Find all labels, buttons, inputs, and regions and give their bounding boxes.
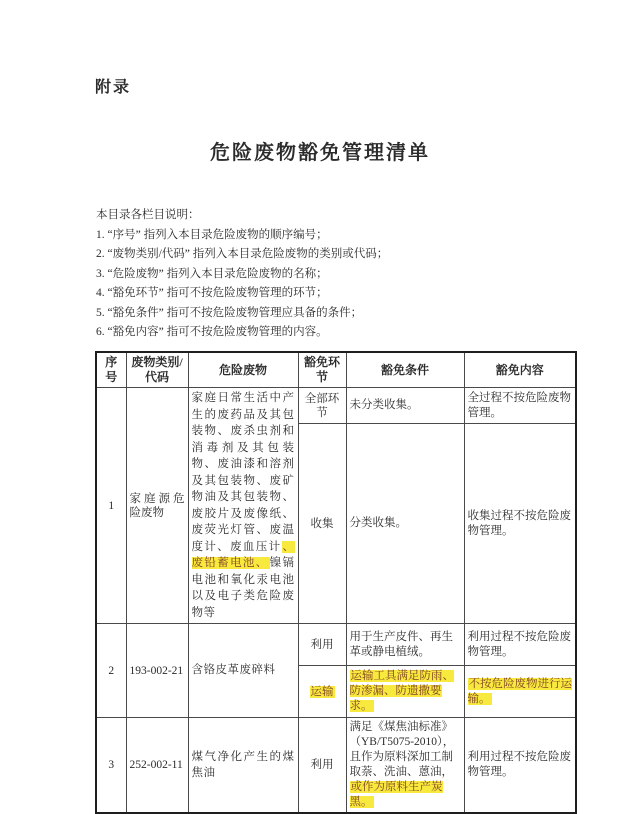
notes-section [96, 206, 548, 343]
col-header-content: 豁免内容 [464, 352, 576, 388]
row3-no: 3 [96, 718, 126, 814]
row1-content-2: 收集过程不按危险废物管理。 [464, 424, 576, 624]
col-header-code: 废物类别/代码 [126, 352, 188, 388]
row3-code: 252-002-11 [126, 718, 188, 814]
row1-content-1: 全过程不按危险废物管理。 [464, 388, 576, 424]
row2-condition-2 [346, 666, 464, 718]
row2-content-1: 利用过程不按危险废物管理。 [464, 624, 576, 666]
note-item-2: 2. “废物类别/代码” 指列入本目录危险废物的类别或代码； [96, 248, 389, 260]
col-header-stage: 豁免环节 [298, 352, 346, 388]
row3-waste: 煤气净化产生的煤焦油 [188, 718, 298, 814]
row2-code: 193-002-21 [126, 624, 188, 718]
row3-stage-use: 利用 [298, 718, 346, 814]
highlighted-text: 运输工具满足防雨、防渗漏、防遗撒要求。 [349, 670, 454, 712]
col-header-no: 序号 [96, 352, 126, 388]
highlighted-text: 或作为原料生产炭黑。 [349, 781, 443, 808]
highlighted-text: 运输 [310, 685, 334, 698]
highlighted-text: 不按危险废物进行运输。 [467, 677, 572, 705]
row2-condition-1: 用于生产皮件、再生革或静电植绒。 [346, 624, 464, 666]
note-item-1: 1. “序号” 指列入本目录危险废物的顺序编号； [96, 228, 328, 241]
row1-stage-collect: 收集 [298, 424, 346, 624]
row3-content: 利用过程不按危险废物管理。 [464, 718, 576, 814]
row3-condition [346, 718, 464, 814]
row2-content-2 [464, 666, 576, 718]
row1-stage-all: 全部环节 [298, 388, 346, 424]
row1-condition-2: 分类收集。 [346, 424, 464, 624]
note-item-3: 3. “危险废物” 指列入本目录危险废物的名称； [96, 267, 328, 280]
row1-waste [188, 388, 298, 624]
highlighted-text: 、废铅蓄电池、 [191, 540, 295, 569]
text-segment: 满足《煤焦油标准》（YB/T5075-2010），且作为原料深加工制取萘、洗油、蒽油， [349, 721, 455, 778]
table-row [96, 718, 576, 814]
row1-code: 家庭源危险废物 [126, 388, 188, 624]
row2-no: 2 [96, 624, 126, 718]
row1-no: 1 [96, 388, 126, 624]
table-row [96, 388, 576, 424]
text-segment: 镍镉电池和氧化汞电池以及电子类危险废物等 [191, 557, 295, 619]
appendix-label: 附录 [95, 79, 132, 96]
notes-heading: 本目录各栏目说明： [96, 209, 200, 221]
note-item-6: 6. “豁免内容” 指可不按危险废物管理的内容。 [96, 326, 328, 338]
table-row [96, 624, 576, 666]
text-segment: 家庭日常生活中产生的废药品及其包装物、废杀虫剂和消毒剂及其包装物、废油漆和溶剂及其包装物、废矿物油及其包装物、废胶片及废像纸、废荧光灯管、废温度计、废血压计 [191, 392, 295, 553]
row2-stage-use: 利用 [298, 624, 346, 666]
col-header-waste: 危险废物 [188, 352, 298, 388]
table-header-row [96, 352, 576, 388]
col-header-condition: 豁免条件 [346, 352, 464, 388]
page-title: 危险废物豁免管理清单 [210, 142, 430, 164]
row2-waste: 含铬皮革废碎料 [188, 624, 298, 718]
exemption-table [95, 351, 577, 814]
row2-stage-transport [298, 666, 346, 718]
row1-condition-1: 未分类收集。 [346, 388, 464, 424]
note-item-4: 4. “豁免环节” 指可不按危险废物管理的环节； [96, 287, 328, 299]
note-item-5: 5. “豁免条件” 指可不按危险废物管理应具备的条件； [96, 306, 363, 319]
